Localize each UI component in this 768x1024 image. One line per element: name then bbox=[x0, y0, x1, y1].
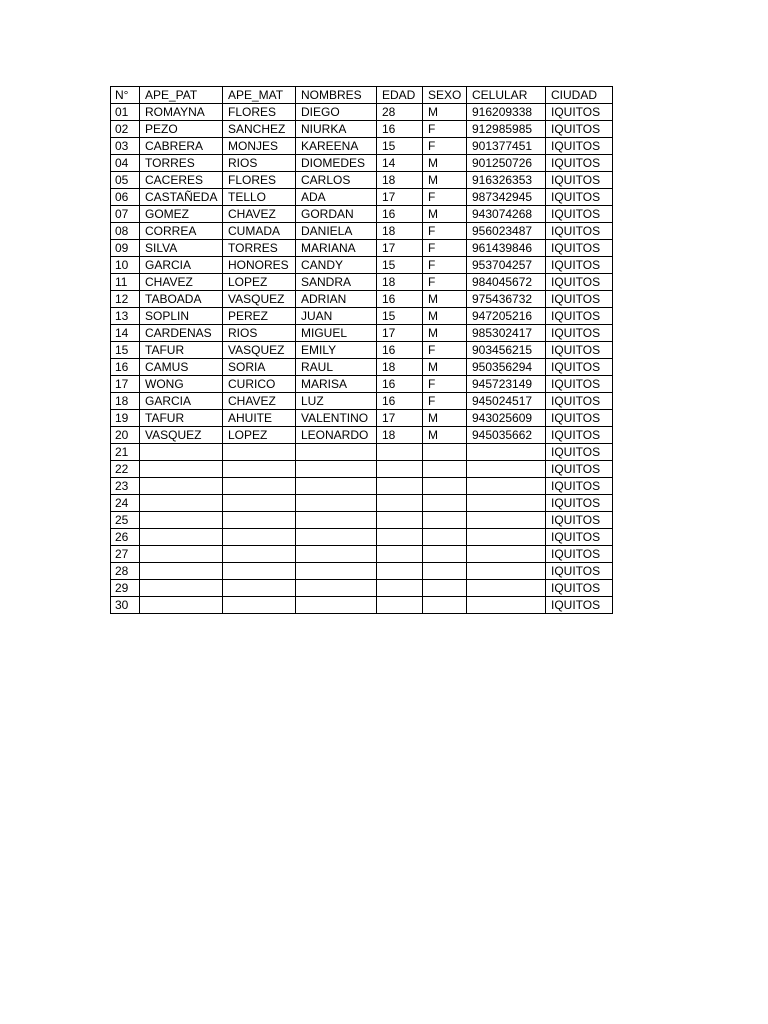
cell-number: 05 bbox=[111, 172, 140, 189]
table-row bbox=[111, 223, 613, 240]
cell-ape-pat bbox=[140, 546, 223, 563]
cell-ape-mat: LOPEZ bbox=[223, 427, 296, 444]
cell-celular: 912985985 bbox=[467, 121, 546, 138]
cell-nombres: DIOMEDES bbox=[296, 155, 377, 172]
cell-ape-pat bbox=[140, 597, 223, 614]
cell-ape-mat bbox=[223, 478, 296, 495]
table-row bbox=[111, 308, 613, 325]
cell-ape-mat: TORRES bbox=[223, 240, 296, 257]
cell-celular: 987342945 bbox=[467, 189, 546, 206]
table-row bbox=[111, 342, 613, 359]
table-row bbox=[111, 240, 613, 257]
cell-celular: 916209338 bbox=[467, 104, 546, 121]
cell-ciudad: IQUITOS bbox=[546, 342, 613, 359]
cell-ape-mat bbox=[223, 512, 296, 529]
cell-sexo bbox=[423, 597, 467, 614]
cell-nombres: NIURKA bbox=[296, 121, 377, 138]
table-row bbox=[111, 495, 613, 512]
cell-ciudad: IQUITOS bbox=[546, 461, 613, 478]
cell-nombres bbox=[296, 529, 377, 546]
cell-sexo bbox=[423, 563, 467, 580]
cell-ape-pat bbox=[140, 529, 223, 546]
table-row bbox=[111, 138, 613, 155]
cell-edad bbox=[377, 563, 423, 580]
cell-ape-pat: CHAVEZ bbox=[140, 274, 223, 291]
document-page bbox=[110, 86, 613, 614]
cell-celular bbox=[467, 597, 546, 614]
cell-ape-mat: PEREZ bbox=[223, 308, 296, 325]
header-number: N° bbox=[111, 87, 140, 104]
cell-celular bbox=[467, 478, 546, 495]
cell-ciudad: IQUITOS bbox=[546, 308, 613, 325]
cell-ape-mat bbox=[223, 529, 296, 546]
table-row bbox=[111, 410, 613, 427]
header-ape-pat: APE_PAT bbox=[140, 87, 223, 104]
table-row bbox=[111, 580, 613, 597]
cell-nombres bbox=[296, 546, 377, 563]
cell-number: 11 bbox=[111, 274, 140, 291]
cell-edad: 17 bbox=[377, 325, 423, 342]
cell-celular: 903456215 bbox=[467, 342, 546, 359]
cell-nombres: ADRIAN bbox=[296, 291, 377, 308]
cell-sexo: F bbox=[423, 393, 467, 410]
cell-celular: 961439846 bbox=[467, 240, 546, 257]
cell-nombres bbox=[296, 512, 377, 529]
cell-celular: 975436732 bbox=[467, 291, 546, 308]
cell-edad: 17 bbox=[377, 240, 423, 257]
cell-edad: 28 bbox=[377, 104, 423, 121]
cell-number: 21 bbox=[111, 444, 140, 461]
table-row bbox=[111, 291, 613, 308]
cell-ape-mat: SANCHEZ bbox=[223, 121, 296, 138]
cell-ciudad: IQUITOS bbox=[546, 597, 613, 614]
cell-nombres: DIEGO bbox=[296, 104, 377, 121]
cell-celular bbox=[467, 546, 546, 563]
cell-celular: 901250726 bbox=[467, 155, 546, 172]
cell-celular: 953704257 bbox=[467, 257, 546, 274]
cell-sexo bbox=[423, 495, 467, 512]
cell-celular bbox=[467, 512, 546, 529]
cell-ciudad: IQUITOS bbox=[546, 274, 613, 291]
cell-sexo: M bbox=[423, 291, 467, 308]
cell-celular bbox=[467, 563, 546, 580]
cell-ciudad: IQUITOS bbox=[546, 240, 613, 257]
cell-ape-mat bbox=[223, 444, 296, 461]
cell-ape-mat: LOPEZ bbox=[223, 274, 296, 291]
cell-ape-mat bbox=[223, 597, 296, 614]
cell-nombres: DANIELA bbox=[296, 223, 377, 240]
cell-ape-pat: WONG bbox=[140, 376, 223, 393]
cell-ape-mat: VASQUEZ bbox=[223, 342, 296, 359]
cell-ciudad: IQUITOS bbox=[546, 512, 613, 529]
cell-celular: 945035662 bbox=[467, 427, 546, 444]
table-row bbox=[111, 563, 613, 580]
table-row bbox=[111, 512, 613, 529]
cell-edad bbox=[377, 461, 423, 478]
cell-ape-pat: TABOADA bbox=[140, 291, 223, 308]
cell-nombres bbox=[296, 461, 377, 478]
cell-nombres: ADA bbox=[296, 189, 377, 206]
header-edad: EDAD bbox=[377, 87, 423, 104]
header-celular: CELULAR bbox=[467, 87, 546, 104]
cell-number: 29 bbox=[111, 580, 140, 597]
cell-ape-pat: CASTAÑEDA bbox=[140, 189, 223, 206]
table-row bbox=[111, 206, 613, 223]
cell-edad: 16 bbox=[377, 393, 423, 410]
cell-nombres: CANDY bbox=[296, 257, 377, 274]
table-row bbox=[111, 597, 613, 614]
cell-ape-mat: CURICO bbox=[223, 376, 296, 393]
cell-nombres: LEONARDO bbox=[296, 427, 377, 444]
cell-ape-pat: CARDENAS bbox=[140, 325, 223, 342]
cell-celular: 916326353 bbox=[467, 172, 546, 189]
cell-nombres: MARIANA bbox=[296, 240, 377, 257]
table-row bbox=[111, 121, 613, 138]
table-row bbox=[111, 478, 613, 495]
cell-nombres bbox=[296, 478, 377, 495]
cell-sexo: M bbox=[423, 104, 467, 121]
cell-sexo bbox=[423, 529, 467, 546]
cell-sexo bbox=[423, 478, 467, 495]
cell-ciudad: IQUITOS bbox=[546, 563, 613, 580]
cell-celular: 943074268 bbox=[467, 206, 546, 223]
cell-nombres bbox=[296, 495, 377, 512]
cell-number: 06 bbox=[111, 189, 140, 206]
table-row bbox=[111, 444, 613, 461]
header-sexo: SEXO bbox=[423, 87, 467, 104]
cell-celular bbox=[467, 529, 546, 546]
table-row bbox=[111, 546, 613, 563]
cell-sexo: M bbox=[423, 155, 467, 172]
cell-sexo: M bbox=[423, 308, 467, 325]
cell-ape-mat: FLORES bbox=[223, 172, 296, 189]
cell-ape-mat: HONORES bbox=[223, 257, 296, 274]
cell-sexo: F bbox=[423, 376, 467, 393]
cell-edad: 17 bbox=[377, 410, 423, 427]
cell-number: 23 bbox=[111, 478, 140, 495]
cell-ciudad: IQUITOS bbox=[546, 529, 613, 546]
cell-ape-pat bbox=[140, 495, 223, 512]
header-nombres: NOMBRES bbox=[296, 87, 377, 104]
cell-celular bbox=[467, 580, 546, 597]
table-row bbox=[111, 461, 613, 478]
table-row bbox=[111, 104, 613, 121]
cell-number: 07 bbox=[111, 206, 140, 223]
cell-nombres: GORDAN bbox=[296, 206, 377, 223]
cell-ape-pat bbox=[140, 461, 223, 478]
cell-ape-mat bbox=[223, 580, 296, 597]
cell-nombres bbox=[296, 597, 377, 614]
cell-edad bbox=[377, 495, 423, 512]
cell-ciudad: IQUITOS bbox=[546, 495, 613, 512]
cell-ape-pat bbox=[140, 444, 223, 461]
table-row bbox=[111, 376, 613, 393]
cell-ape-pat: TAFUR bbox=[140, 410, 223, 427]
cell-ape-pat: TAFUR bbox=[140, 342, 223, 359]
cell-number: 16 bbox=[111, 359, 140, 376]
cell-nombres: MARISA bbox=[296, 376, 377, 393]
cell-sexo bbox=[423, 444, 467, 461]
cell-ape-pat: ROMAYNA bbox=[140, 104, 223, 121]
cell-sexo: F bbox=[423, 189, 467, 206]
cell-nombres: VALENTINO bbox=[296, 410, 377, 427]
cell-sexo: M bbox=[423, 325, 467, 342]
table-row bbox=[111, 325, 613, 342]
cell-nombres bbox=[296, 580, 377, 597]
cell-edad: 18 bbox=[377, 223, 423, 240]
cell-sexo: M bbox=[423, 359, 467, 376]
cell-number: 10 bbox=[111, 257, 140, 274]
cell-ciudad: IQUITOS bbox=[546, 121, 613, 138]
cell-ape-mat: MONJES bbox=[223, 138, 296, 155]
cell-nombres bbox=[296, 563, 377, 580]
cell-number: 18 bbox=[111, 393, 140, 410]
cell-number: 25 bbox=[111, 512, 140, 529]
table-header-row bbox=[111, 87, 613, 104]
cell-ciudad: IQUITOS bbox=[546, 359, 613, 376]
cell-nombres: SANDRA bbox=[296, 274, 377, 291]
cell-sexo bbox=[423, 546, 467, 563]
cell-sexo bbox=[423, 580, 467, 597]
cell-celular: 985302417 bbox=[467, 325, 546, 342]
cell-edad bbox=[377, 478, 423, 495]
table-row bbox=[111, 189, 613, 206]
cell-edad: 18 bbox=[377, 427, 423, 444]
cell-ciudad: IQUITOS bbox=[546, 291, 613, 308]
cell-number: 26 bbox=[111, 529, 140, 546]
cell-ape-pat: PEZO bbox=[140, 121, 223, 138]
cell-edad: 18 bbox=[377, 359, 423, 376]
cell-ape-pat: TORRES bbox=[140, 155, 223, 172]
cell-edad: 16 bbox=[377, 342, 423, 359]
cell-edad: 14 bbox=[377, 155, 423, 172]
cell-ciudad: IQUITOS bbox=[546, 427, 613, 444]
cell-ape-mat: RIOS bbox=[223, 155, 296, 172]
cell-number: 22 bbox=[111, 461, 140, 478]
cell-edad: 18 bbox=[377, 274, 423, 291]
cell-ciudad: IQUITOS bbox=[546, 478, 613, 495]
cell-sexo: M bbox=[423, 410, 467, 427]
cell-edad bbox=[377, 580, 423, 597]
cell-ape-pat: CORREA bbox=[140, 223, 223, 240]
cell-celular bbox=[467, 495, 546, 512]
cell-ape-pat bbox=[140, 478, 223, 495]
cell-ape-mat: RIOS bbox=[223, 325, 296, 342]
cell-number: 19 bbox=[111, 410, 140, 427]
cell-nombres: KAREENA bbox=[296, 138, 377, 155]
cell-sexo bbox=[423, 461, 467, 478]
cell-celular: 950356294 bbox=[467, 359, 546, 376]
cell-ape-pat: GARCIA bbox=[140, 393, 223, 410]
cell-nombres: RAUL bbox=[296, 359, 377, 376]
cell-nombres: EMILY bbox=[296, 342, 377, 359]
students-table bbox=[110, 86, 613, 614]
cell-sexo: F bbox=[423, 121, 467, 138]
table-row bbox=[111, 172, 613, 189]
cell-nombres: JUAN bbox=[296, 308, 377, 325]
cell-sexo: M bbox=[423, 206, 467, 223]
cell-nombres: LUZ bbox=[296, 393, 377, 410]
cell-ape-pat: CAMUS bbox=[140, 359, 223, 376]
cell-celular bbox=[467, 461, 546, 478]
cell-ciudad: IQUITOS bbox=[546, 393, 613, 410]
cell-ape-mat: CUMADA bbox=[223, 223, 296, 240]
cell-edad: 18 bbox=[377, 172, 423, 189]
cell-ape-mat: AHUITE bbox=[223, 410, 296, 427]
cell-sexo: M bbox=[423, 427, 467, 444]
cell-celular: 956023487 bbox=[467, 223, 546, 240]
cell-ape-mat: FLORES bbox=[223, 104, 296, 121]
cell-ape-pat bbox=[140, 563, 223, 580]
cell-ciudad: IQUITOS bbox=[546, 410, 613, 427]
table-row bbox=[111, 274, 613, 291]
cell-sexo: F bbox=[423, 257, 467, 274]
cell-ciudad: IQUITOS bbox=[546, 104, 613, 121]
cell-ciudad: IQUITOS bbox=[546, 223, 613, 240]
cell-number: 02 bbox=[111, 121, 140, 138]
cell-ape-pat: CACERES bbox=[140, 172, 223, 189]
cell-edad: 15 bbox=[377, 138, 423, 155]
cell-ape-mat bbox=[223, 546, 296, 563]
cell-ciudad: IQUITOS bbox=[546, 376, 613, 393]
cell-nombres bbox=[296, 444, 377, 461]
cell-number: 03 bbox=[111, 138, 140, 155]
cell-celular: 945024517 bbox=[467, 393, 546, 410]
cell-sexo: F bbox=[423, 240, 467, 257]
cell-ciudad: IQUITOS bbox=[546, 546, 613, 563]
cell-ciudad: IQUITOS bbox=[546, 580, 613, 597]
cell-celular: 945723149 bbox=[467, 376, 546, 393]
table-body bbox=[111, 104, 613, 614]
cell-sexo: M bbox=[423, 172, 467, 189]
cell-ape-pat: SILVA bbox=[140, 240, 223, 257]
cell-number: 17 bbox=[111, 376, 140, 393]
cell-ape-mat: TELLO bbox=[223, 189, 296, 206]
cell-edad bbox=[377, 444, 423, 461]
cell-celular: 943025609 bbox=[467, 410, 546, 427]
cell-number: 13 bbox=[111, 308, 140, 325]
cell-ape-pat: GOMEZ bbox=[140, 206, 223, 223]
cell-celular: 947205216 bbox=[467, 308, 546, 325]
cell-ape-mat: SORIA bbox=[223, 359, 296, 376]
cell-edad: 16 bbox=[377, 291, 423, 308]
cell-ape-pat: SOPLIN bbox=[140, 308, 223, 325]
cell-nombres: MIGUEL bbox=[296, 325, 377, 342]
header-ciudad: CIUDAD bbox=[546, 87, 613, 104]
cell-number: 30 bbox=[111, 597, 140, 614]
cell-sexo: F bbox=[423, 274, 467, 291]
cell-ciudad: IQUITOS bbox=[546, 189, 613, 206]
cell-sexo: F bbox=[423, 342, 467, 359]
cell-number: 28 bbox=[111, 563, 140, 580]
cell-ciudad: IQUITOS bbox=[546, 155, 613, 172]
cell-ape-mat bbox=[223, 563, 296, 580]
cell-ape-pat: GARCIA bbox=[140, 257, 223, 274]
cell-sexo: F bbox=[423, 223, 467, 240]
cell-ape-mat bbox=[223, 495, 296, 512]
cell-ape-mat: CHAVEZ bbox=[223, 393, 296, 410]
cell-ciudad: IQUITOS bbox=[546, 172, 613, 189]
cell-number: 14 bbox=[111, 325, 140, 342]
table-row bbox=[111, 529, 613, 546]
cell-ape-pat bbox=[140, 512, 223, 529]
cell-number: 01 bbox=[111, 104, 140, 121]
cell-edad: 16 bbox=[377, 121, 423, 138]
cell-edad: 15 bbox=[377, 257, 423, 274]
cell-number: 27 bbox=[111, 546, 140, 563]
cell-ape-pat: VASQUEZ bbox=[140, 427, 223, 444]
cell-celular: 901377451 bbox=[467, 138, 546, 155]
cell-ape-pat: CABRERA bbox=[140, 138, 223, 155]
table-row bbox=[111, 393, 613, 410]
cell-sexo bbox=[423, 512, 467, 529]
cell-edad bbox=[377, 546, 423, 563]
cell-ciudad: IQUITOS bbox=[546, 325, 613, 342]
cell-edad: 15 bbox=[377, 308, 423, 325]
header-ape-mat: APE_MAT bbox=[223, 87, 296, 104]
table-row bbox=[111, 359, 613, 376]
cell-ciudad: IQUITOS bbox=[546, 206, 613, 223]
cell-ape-mat: CHAVEZ bbox=[223, 206, 296, 223]
cell-ciudad: IQUITOS bbox=[546, 257, 613, 274]
cell-ape-pat bbox=[140, 580, 223, 597]
cell-celular bbox=[467, 444, 546, 461]
cell-number: 12 bbox=[111, 291, 140, 308]
cell-ape-mat: VASQUEZ bbox=[223, 291, 296, 308]
cell-number: 24 bbox=[111, 495, 140, 512]
cell-edad: 17 bbox=[377, 189, 423, 206]
cell-edad: 16 bbox=[377, 376, 423, 393]
table-row bbox=[111, 155, 613, 172]
cell-number: 09 bbox=[111, 240, 140, 257]
table-row bbox=[111, 257, 613, 274]
cell-number: 15 bbox=[111, 342, 140, 359]
cell-edad bbox=[377, 512, 423, 529]
cell-ciudad: IQUITOS bbox=[546, 444, 613, 461]
cell-sexo: F bbox=[423, 138, 467, 155]
cell-nombres: CARLOS bbox=[296, 172, 377, 189]
cell-ape-mat bbox=[223, 461, 296, 478]
table-row bbox=[111, 427, 613, 444]
cell-celular: 984045672 bbox=[467, 274, 546, 291]
cell-edad: 16 bbox=[377, 206, 423, 223]
cell-number: 20 bbox=[111, 427, 140, 444]
cell-number: 04 bbox=[111, 155, 140, 172]
cell-number: 08 bbox=[111, 223, 140, 240]
cell-edad bbox=[377, 597, 423, 614]
cell-edad bbox=[377, 529, 423, 546]
cell-ciudad: IQUITOS bbox=[546, 138, 613, 155]
